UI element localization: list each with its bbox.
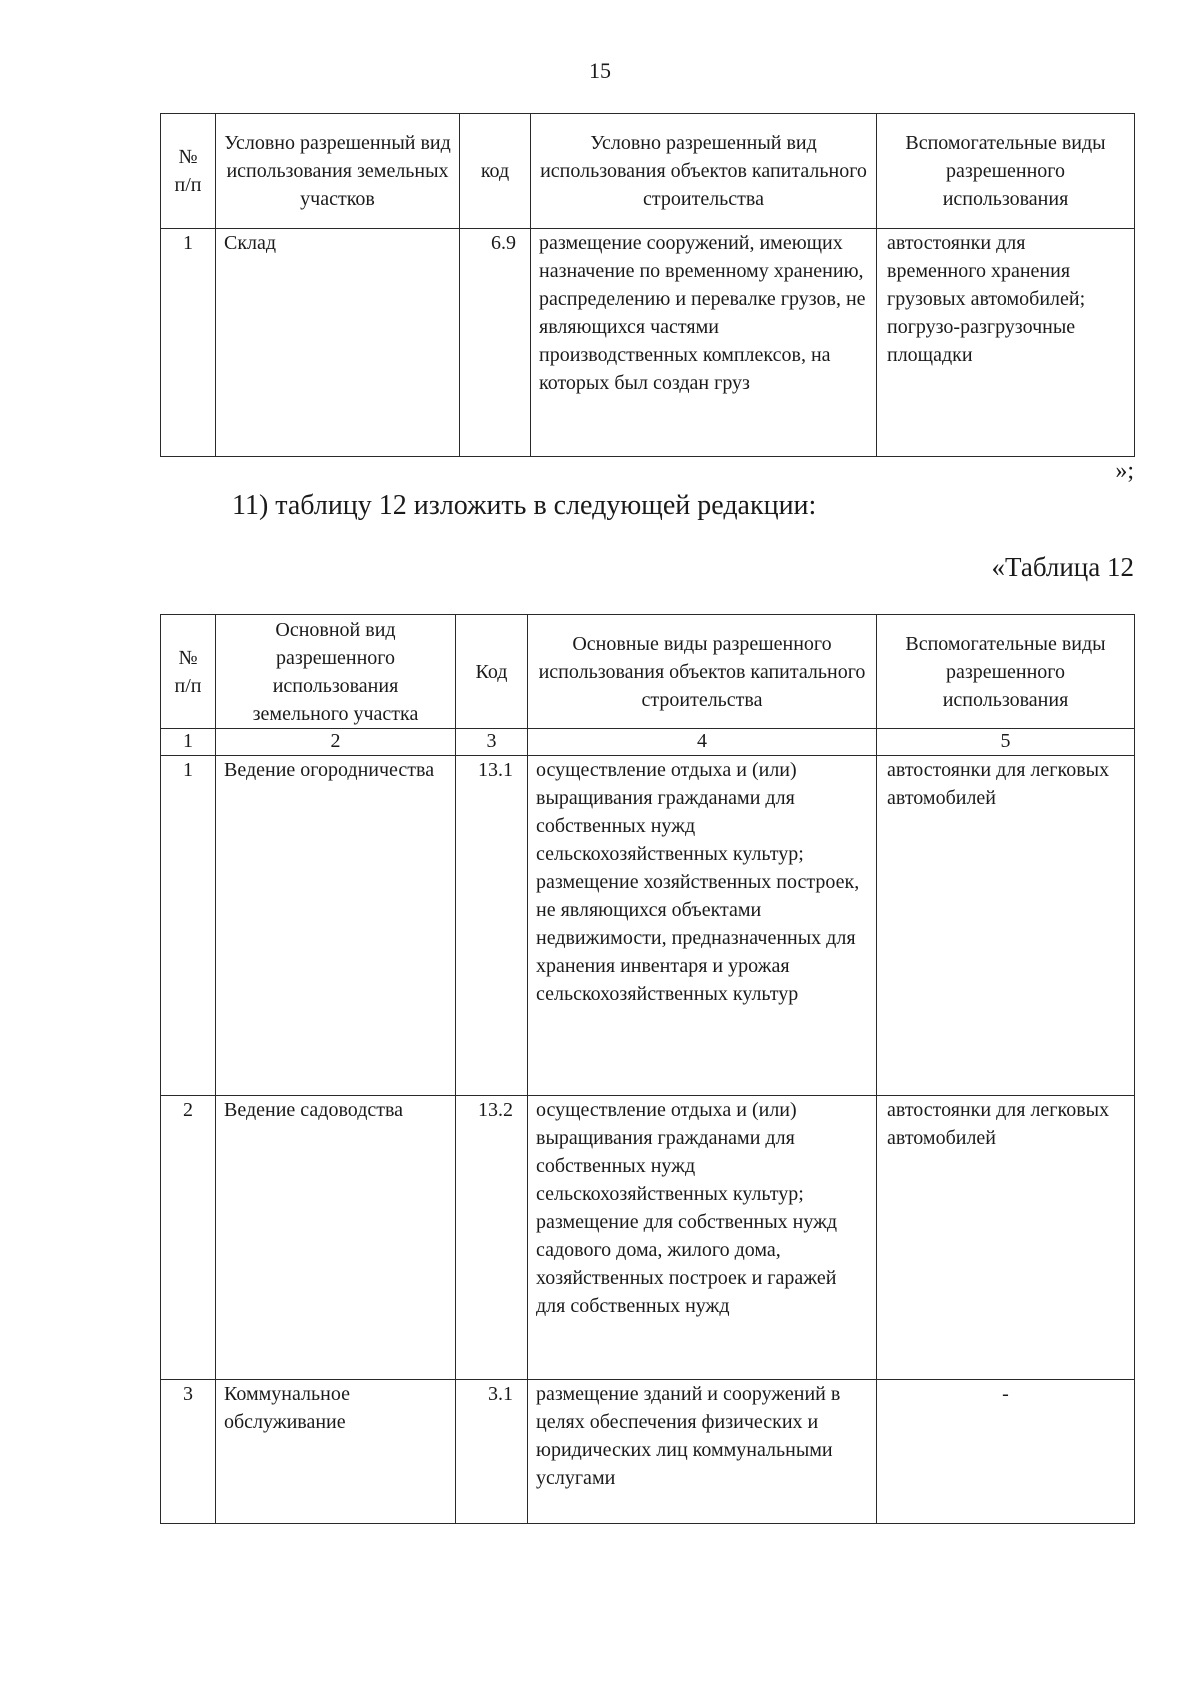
row-use-type: Ведение садоводства: [216, 1096, 456, 1380]
row-code: 6.9: [460, 229, 531, 457]
main-use-table: [160, 614, 1135, 1524]
header-use-type: Основной вид разрешенного использования земельного участка: [216, 615, 456, 729]
row-objects: размещение сооружений, имеющих назначение по временному хранению, распределению и перевалке грузов, не являющихся частями производственных комплексов, на которых был создан груз: [531, 229, 877, 457]
conditional-use-table: [160, 113, 1135, 457]
column-index: 5: [877, 729, 1135, 756]
page-number: 15: [589, 58, 611, 83]
row-code: 13.2: [456, 1096, 528, 1380]
row-auxiliary: автостоянки для легковых автомобилей: [877, 1096, 1135, 1380]
row-num: 1: [161, 756, 216, 1096]
row-num: 1: [161, 229, 216, 457]
header-num: № п/п: [161, 615, 216, 729]
row-objects: осуществление отдыха и (или) выращивания гражданами для собственных нужд сельскохозяйственных культур; размещение хозяйственных построек, не являющихся объектами недвижимости, предназначенных для хранения инвентаря и урожая сельскохозяйственных культур: [528, 756, 877, 1096]
header-auxiliary: Вспомогательные виды разрешенного использования: [877, 114, 1135, 229]
column-index: 2: [216, 729, 456, 756]
header-num: № п/п: [161, 114, 216, 229]
row-objects: размещение зданий и сооружений в целях обеспечения физических и юридических лиц коммунальными услугами: [528, 1380, 877, 1524]
table-row: [161, 1380, 1135, 1524]
row-auxiliary: автостоянки для легковых автомобилей: [877, 756, 1135, 1096]
row-use-type: Ведение огородничества: [216, 756, 456, 1096]
table-caption: «Таблица 12: [991, 552, 1134, 582]
row-num: 2: [161, 1096, 216, 1380]
column-index: 3: [456, 729, 528, 756]
header-objects: Условно разрешенный вид использования объектов капитального строительства: [531, 114, 877, 229]
column-index: 4: [528, 729, 877, 756]
header-code: код: [460, 114, 531, 229]
table-row: [161, 756, 1135, 1096]
row-objects: осуществление отдыха и (или) выращивания гражданами для собственных нужд сельскохозяйственных культур; размещение для собственных нужд садового дома, жилого дома, хозяйственных построек и гаражей для собственных нужд: [528, 1096, 877, 1380]
row-code: 3.1: [456, 1380, 528, 1524]
column-index: 1: [161, 729, 216, 756]
header-objects: Основные виды разрешенного использования объектов капитального строительства: [528, 615, 877, 729]
row-use-type: Склад: [216, 229, 460, 457]
header-use-type: Условно разрешенный вид использования земельных участков: [216, 114, 460, 229]
instruction-text: 11) таблицу 12 изложить в следующей редакции:: [232, 490, 817, 521]
header-code: Код: [456, 615, 528, 729]
table-row: [161, 229, 1135, 457]
row-num: 3: [161, 1380, 216, 1524]
table-row: [161, 1096, 1135, 1380]
closing-quote: »;: [1115, 458, 1134, 484]
row-auxiliary: автостоянки для временного хранения грузовых автомобилей; погрузо-разгрузочные площадки: [877, 229, 1135, 457]
row-use-type: Коммунальное обслуживание: [216, 1380, 456, 1524]
row-auxiliary: -: [877, 1380, 1135, 1524]
row-code: 13.1: [456, 756, 528, 1096]
column-index-row: [161, 729, 1135, 756]
header-auxiliary: Вспомогательные виды разрешенного использования: [877, 615, 1135, 729]
